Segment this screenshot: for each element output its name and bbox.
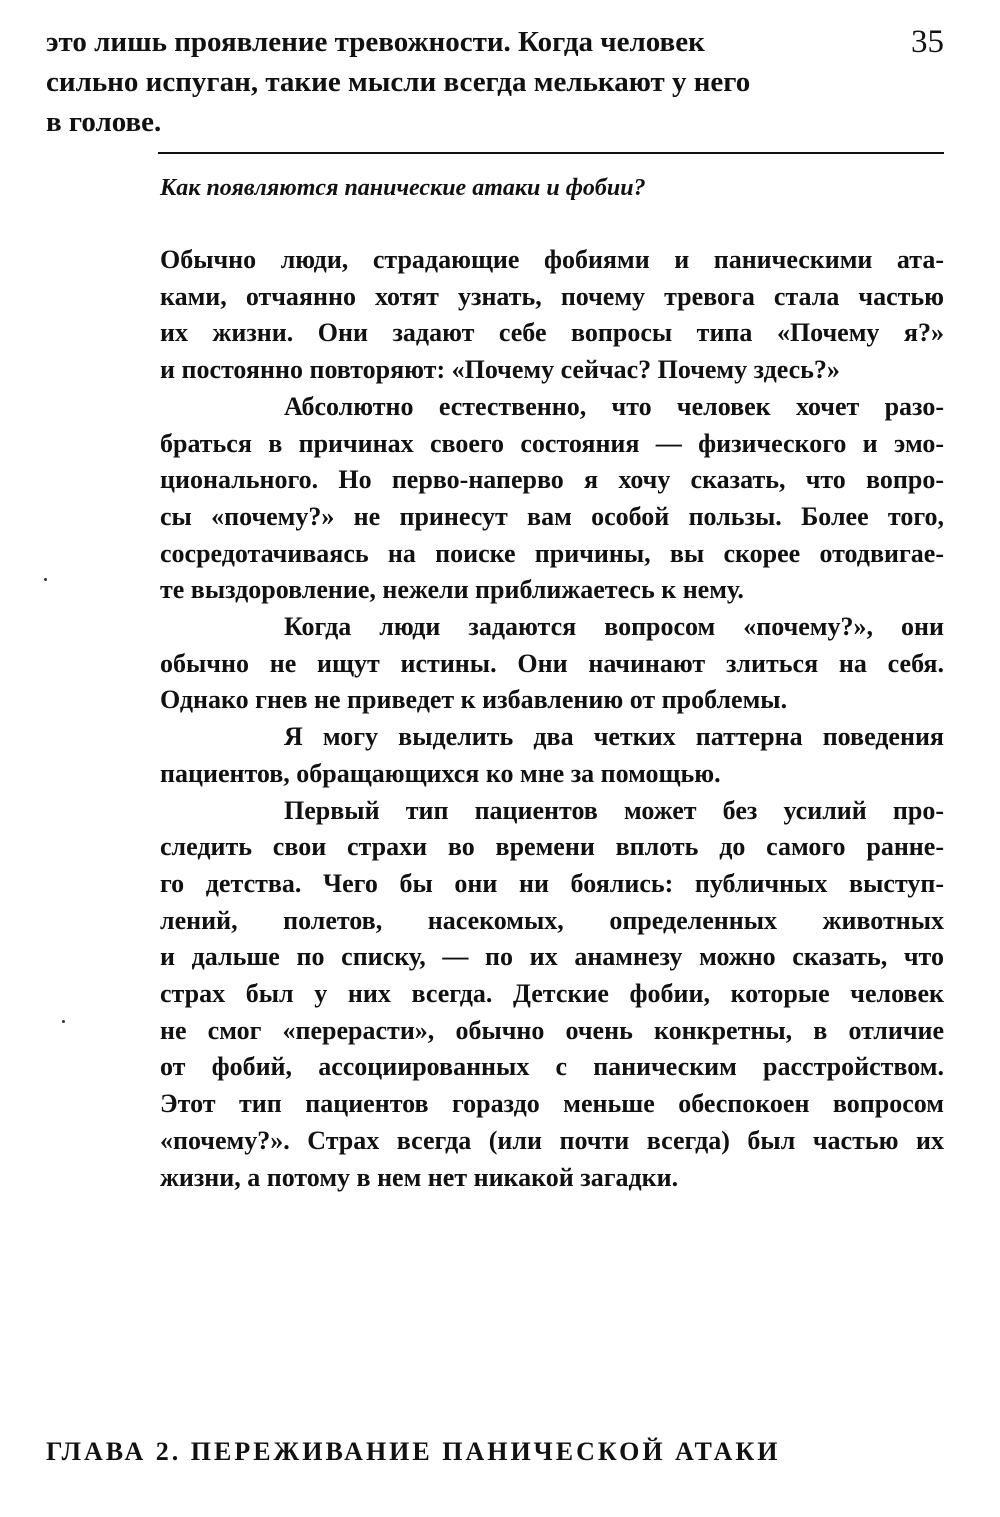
text-line: Однако гнев не приведет к избавлению от проблемы. bbox=[160, 685, 788, 715]
text-line: страх был у них всегда. Детские фобии, которые человек bbox=[160, 979, 944, 1009]
text-line: Абсолютно естественно, что человек хочет разо- bbox=[284, 391, 944, 421]
text-line: сосредотачиваясь на поиске причины, вы скорее отодвигае- bbox=[160, 538, 944, 568]
text-line: от фобий, ассоциированных с паническим расстройством. bbox=[160, 1052, 944, 1082]
page-number: 35 bbox=[911, 24, 944, 60]
scan-speck bbox=[44, 578, 47, 581]
text-line: ками, отчаянно хотят узнать, почему тревога стала частью bbox=[160, 281, 944, 311]
text-line: и дальше по списку, — по их анамнезу можно сказать, что bbox=[160, 942, 944, 972]
running-footer: ГЛАВА 2. ПЕРЕЖИВАНИЕ ПАНИЧЕСКОЙ АТАКИ bbox=[46, 1437, 781, 1466]
text-line: обычно не ищут истины. Они начинают злиться на себя. bbox=[160, 648, 944, 678]
text-line: Обычно люди, страдающие фобиями и паническими ата- bbox=[160, 245, 944, 274]
text-line: лений, полетов, насекомых, определенных животных bbox=[160, 905, 944, 935]
text-line: следить свои страхи во времени вплоть до самого ранне- bbox=[160, 832, 944, 862]
body-text bbox=[160, 242, 944, 1196]
text-line: «почему?». Страх всегда (или почти всегда) был частью их bbox=[160, 1125, 944, 1155]
scan-speck bbox=[62, 1020, 65, 1023]
text-line: и постоянно повторяют: «Почему сейчас? Почему здесь?» bbox=[160, 355, 840, 385]
text-line: Я могу выделить два четких паттерна поведения bbox=[284, 722, 944, 752]
section-heading: Как появляются панические атаки и фобии? bbox=[160, 175, 646, 201]
text-line: не смог «перерасти», обычно очень конкретны, в отличие bbox=[160, 1015, 944, 1045]
text-line: их жизни. Они задают себе вопросы типа «Почему я?» bbox=[160, 318, 944, 348]
text-line: Первый тип пациентов может без усилий про- bbox=[284, 795, 944, 825]
text-line: сильно испуган, такие мысли всегда мелькают у него bbox=[46, 66, 751, 98]
text-line: Этот тип пациентов гораздо меньше обеспокоен вопросом bbox=[160, 1089, 944, 1119]
text-line: в голове. bbox=[46, 106, 162, 138]
text-line: жизни, а потому в нем нет никакой загадки. bbox=[160, 1162, 679, 1192]
text-line: пациентов, обращающихся ко мне за помощью. bbox=[160, 758, 721, 788]
section-divider bbox=[158, 152, 944, 154]
text-line: это лишь проявление тревожности. Когда человек bbox=[46, 26, 705, 58]
text-line: го детства. Чего бы они ни боялись: публичных выступ- bbox=[160, 868, 944, 898]
top-paragraph bbox=[46, 22, 836, 142]
text-line: ционального. Но перво-наперво я хочу сказать, что вопро- bbox=[160, 465, 944, 495]
text-line: браться в причинах своего состояния — физического и эмо- bbox=[160, 428, 944, 458]
text-line: сы «почему?» не принесут вам особой пользы. Более того, bbox=[160, 501, 944, 531]
text-line: те выздоровление, нежели приближаетесь к нему. bbox=[160, 575, 744, 605]
text-line: Когда люди задаются вопросом «почему?», они bbox=[284, 612, 944, 642]
